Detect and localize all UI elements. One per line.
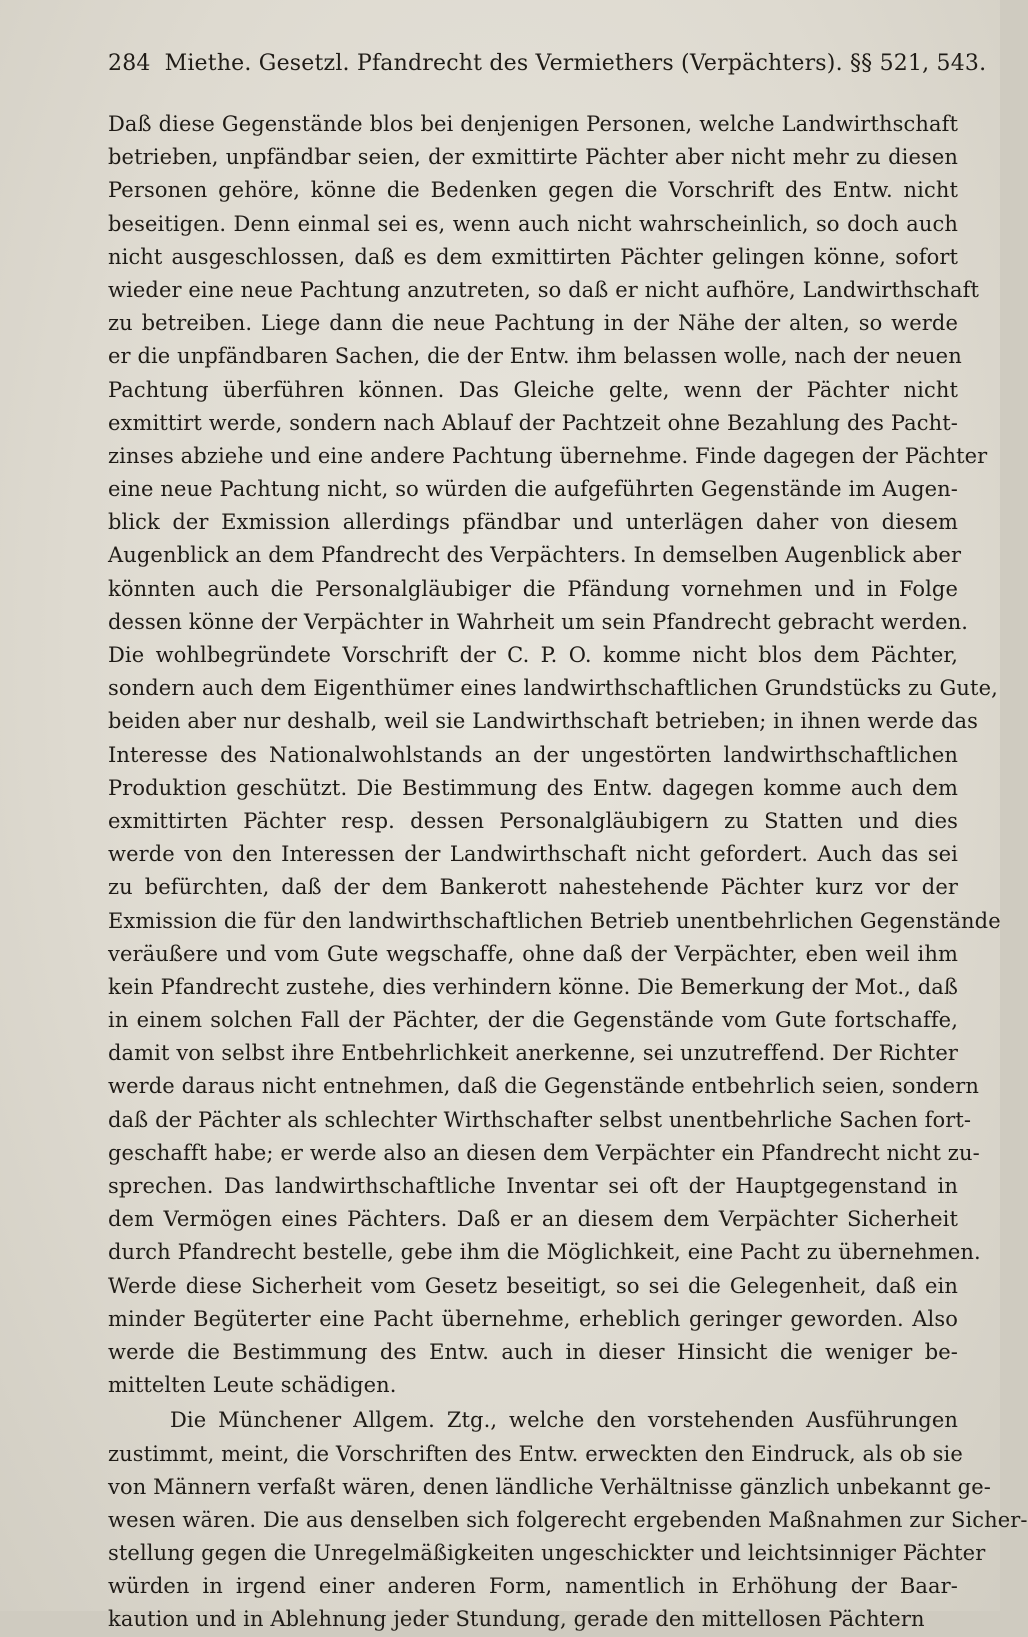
text-line: zustimmt, meint, die Vorschriften des Entw. erweckten den Eindruck, als ob sie bbox=[108, 1441, 963, 1466]
text-line: Personen gehöre, könne die Bedenken gegen die Vorschrift des Entw. nicht bbox=[108, 178, 958, 203]
text-line: Pachtung überführen können. Das Gleiche gelte, wenn der Pächter nicht bbox=[108, 377, 958, 402]
text-line: beseitigen. Denn einmal sei es, wenn auch nicht wahrscheinlich, so doch auch bbox=[108, 211, 958, 236]
text-line: exmittirt werde, sondern nach Ablauf der Pachtzeit ohne Bezahlung des Pacht- bbox=[108, 410, 958, 435]
text-line: werde daraus nicht entnehmen, daß die Gegenstände entbehrlich seien, sondern bbox=[108, 1074, 979, 1099]
text-line: stellung gegen die Unregelmäßigkeiten ungeschickter und leichtsinniger Pächter bbox=[108, 1541, 986, 1566]
text-line: Exmission die für den landwirthschaftlichen Betrieb unentbehrlichen Gegenstände bbox=[108, 908, 1001, 933]
text-line: werde von den Interessen der Landwirthschaft nicht gefordert. Auch das sei bbox=[108, 842, 958, 867]
text-line: könnten auch die Personalgläubiger die Pfändung vornehmen und in Folge bbox=[108, 576, 958, 601]
text-line: zinses abziehe und eine andere Pachtung übernehme. Finde dagegen der Pächter bbox=[108, 443, 988, 468]
text-line: Die Münchener Allgem. Ztg., welche den vorstehenden Ausführungen bbox=[170, 1408, 958, 1433]
body-text bbox=[108, 108, 1028, 1637]
text-line: dessen könne der Verpächter in Wahrheit um sein Pfandrecht gebracht werden. bbox=[108, 609, 969, 634]
text-line: betrieben, unpfändbar seien, der exmittirte Pächter aber nicht mehr zu diesen bbox=[108, 145, 958, 170]
text-line: sondern auch dem Eigenthümer eines landwirthschaftlichen Grundstücks zu Gute, bbox=[108, 676, 998, 701]
text-line: werde die Bestimmung des Entw. auch in dieser Hinsicht die weniger be- bbox=[108, 1339, 958, 1364]
text-line: minder Begüterter eine Pacht übernehme, erheblich geringer geworden. Also bbox=[108, 1306, 958, 1331]
text-line: wieder eine neue Pachtung anzutreten, so daß er nicht aufhöre, Landwirthschaft bbox=[108, 277, 980, 302]
text-line: blick der Exmission allerdings pfändbar und unterlägen daher von diesem bbox=[108, 510, 958, 535]
text-line: von Männern verfaßt wären, denen ländliche Verhältnisse gänzlich unbekannt ge- bbox=[108, 1474, 991, 1499]
paragraph-container bbox=[108, 108, 1028, 1637]
text-line: Augenblick an dem Pfandrecht des Verpächters. In demselben Augenblick aber bbox=[108, 543, 962, 568]
text-line: er die unpfändbaren Sachen, die der Entw. ihm belassen wolle, nach der neuen bbox=[108, 344, 962, 369]
text-line: beiden aber nur deshalb, weil sie Landwirthschaft betrieben; in ihnen werde das bbox=[108, 709, 979, 734]
text-line: nicht ausgeschlossen, daß es dem exmittirten Pächter gelingen könne, sofort bbox=[108, 244, 958, 269]
text-line: kaution und in Ablehnung jeder Stundung, gerade den mittellosen Pächtern bbox=[108, 1607, 925, 1632]
text-line: zu befürchten, daß der dem Bankerott nahestehende Pächter kurz vor der bbox=[108, 875, 958, 900]
text-line: eine neue Pachtung nicht, so würden die aufgeführten Gegenstände im Augen- bbox=[108, 477, 958, 502]
text-line: kein Pfandrecht zustehe, dies verhindern könne. Die Bemerkung der Mot., daß bbox=[108, 974, 958, 999]
text-line: mittelten Leute schädigen. bbox=[108, 1373, 397, 1398]
text-line: durch Pfandrecht bestelle, gebe ihm die Möglichkeit, eine Pacht zu übernehmen. bbox=[108, 1240, 981, 1265]
text-line: Interesse des Nationalwohlstands an der ungestörten landwirthschaftlichen bbox=[108, 742, 958, 767]
paragraph bbox=[108, 1404, 1028, 1636]
text-line: würden in irgend einer anderen Form, namentlich in Erhöhung der Baar- bbox=[108, 1574, 958, 1599]
text-line: in einem solchen Fall der Pächter, der die Gegenstände vom Gute fortschaffe, bbox=[108, 1008, 958, 1033]
text-line: veräußere und vom Gute wegschaffe, ohne daß der Verpächter, eben weil ihm bbox=[108, 941, 958, 966]
text-line: geschafft habe; er werde also an diesen dem Verpächter ein Pfandrecht nicht zu- bbox=[108, 1140, 980, 1165]
running-head bbox=[108, 46, 987, 82]
text-line: daß der Pächter als schlechter Wirthschafter selbst unentbehrliche Sachen fort- bbox=[108, 1107, 972, 1132]
text-line: zu betreiben. Liege dann die neue Pachtung in der Nähe der alten, so werde bbox=[108, 311, 958, 336]
text-line: Daß diese Gegenstände blos bei denjenigen Personen, welche Landwirthschaft bbox=[108, 112, 958, 136]
running-title: Miethe. Gesetzl. Pfandrecht des Vermiethers (Verpächters). §§ 521, 543. bbox=[164, 51, 987, 76]
text-line: wesen wären. Die aus denselben sich folgerecht ergebenden Maßnahmen zur Sicher- bbox=[108, 1507, 1028, 1532]
paragraph bbox=[108, 108, 1001, 1402]
text-line: damit von selbst ihre Entbehrlichkeit anerkenne, sei unzutreffend. Der Richter bbox=[108, 1041, 958, 1066]
text-line: Werde diese Sicherheit vom Gesetz beseitigt, so sei die Gelegenheit, daß ein bbox=[108, 1273, 958, 1298]
text-line: Die wohlbegründete Vorschrift der C. P. O. komme nicht blos dem Pächter, bbox=[108, 643, 958, 667]
page-number: 284 bbox=[108, 51, 151, 76]
text-line: sprechen. Das landwirthschaftliche Inventar sei oft der Hauptgegenstand in bbox=[108, 1174, 958, 1198]
text-line: Produktion geschützt. Die Bestimmung des Entw. dagegen komme auch dem bbox=[108, 775, 958, 800]
text-line: dem Vermögen eines Pächters. Daß er an diesem dem Verpächter Sicherheit bbox=[108, 1207, 958, 1232]
text-line: exmittirten Pächter resp. dessen Personalgläubigern zu Statten und dies bbox=[108, 808, 958, 833]
